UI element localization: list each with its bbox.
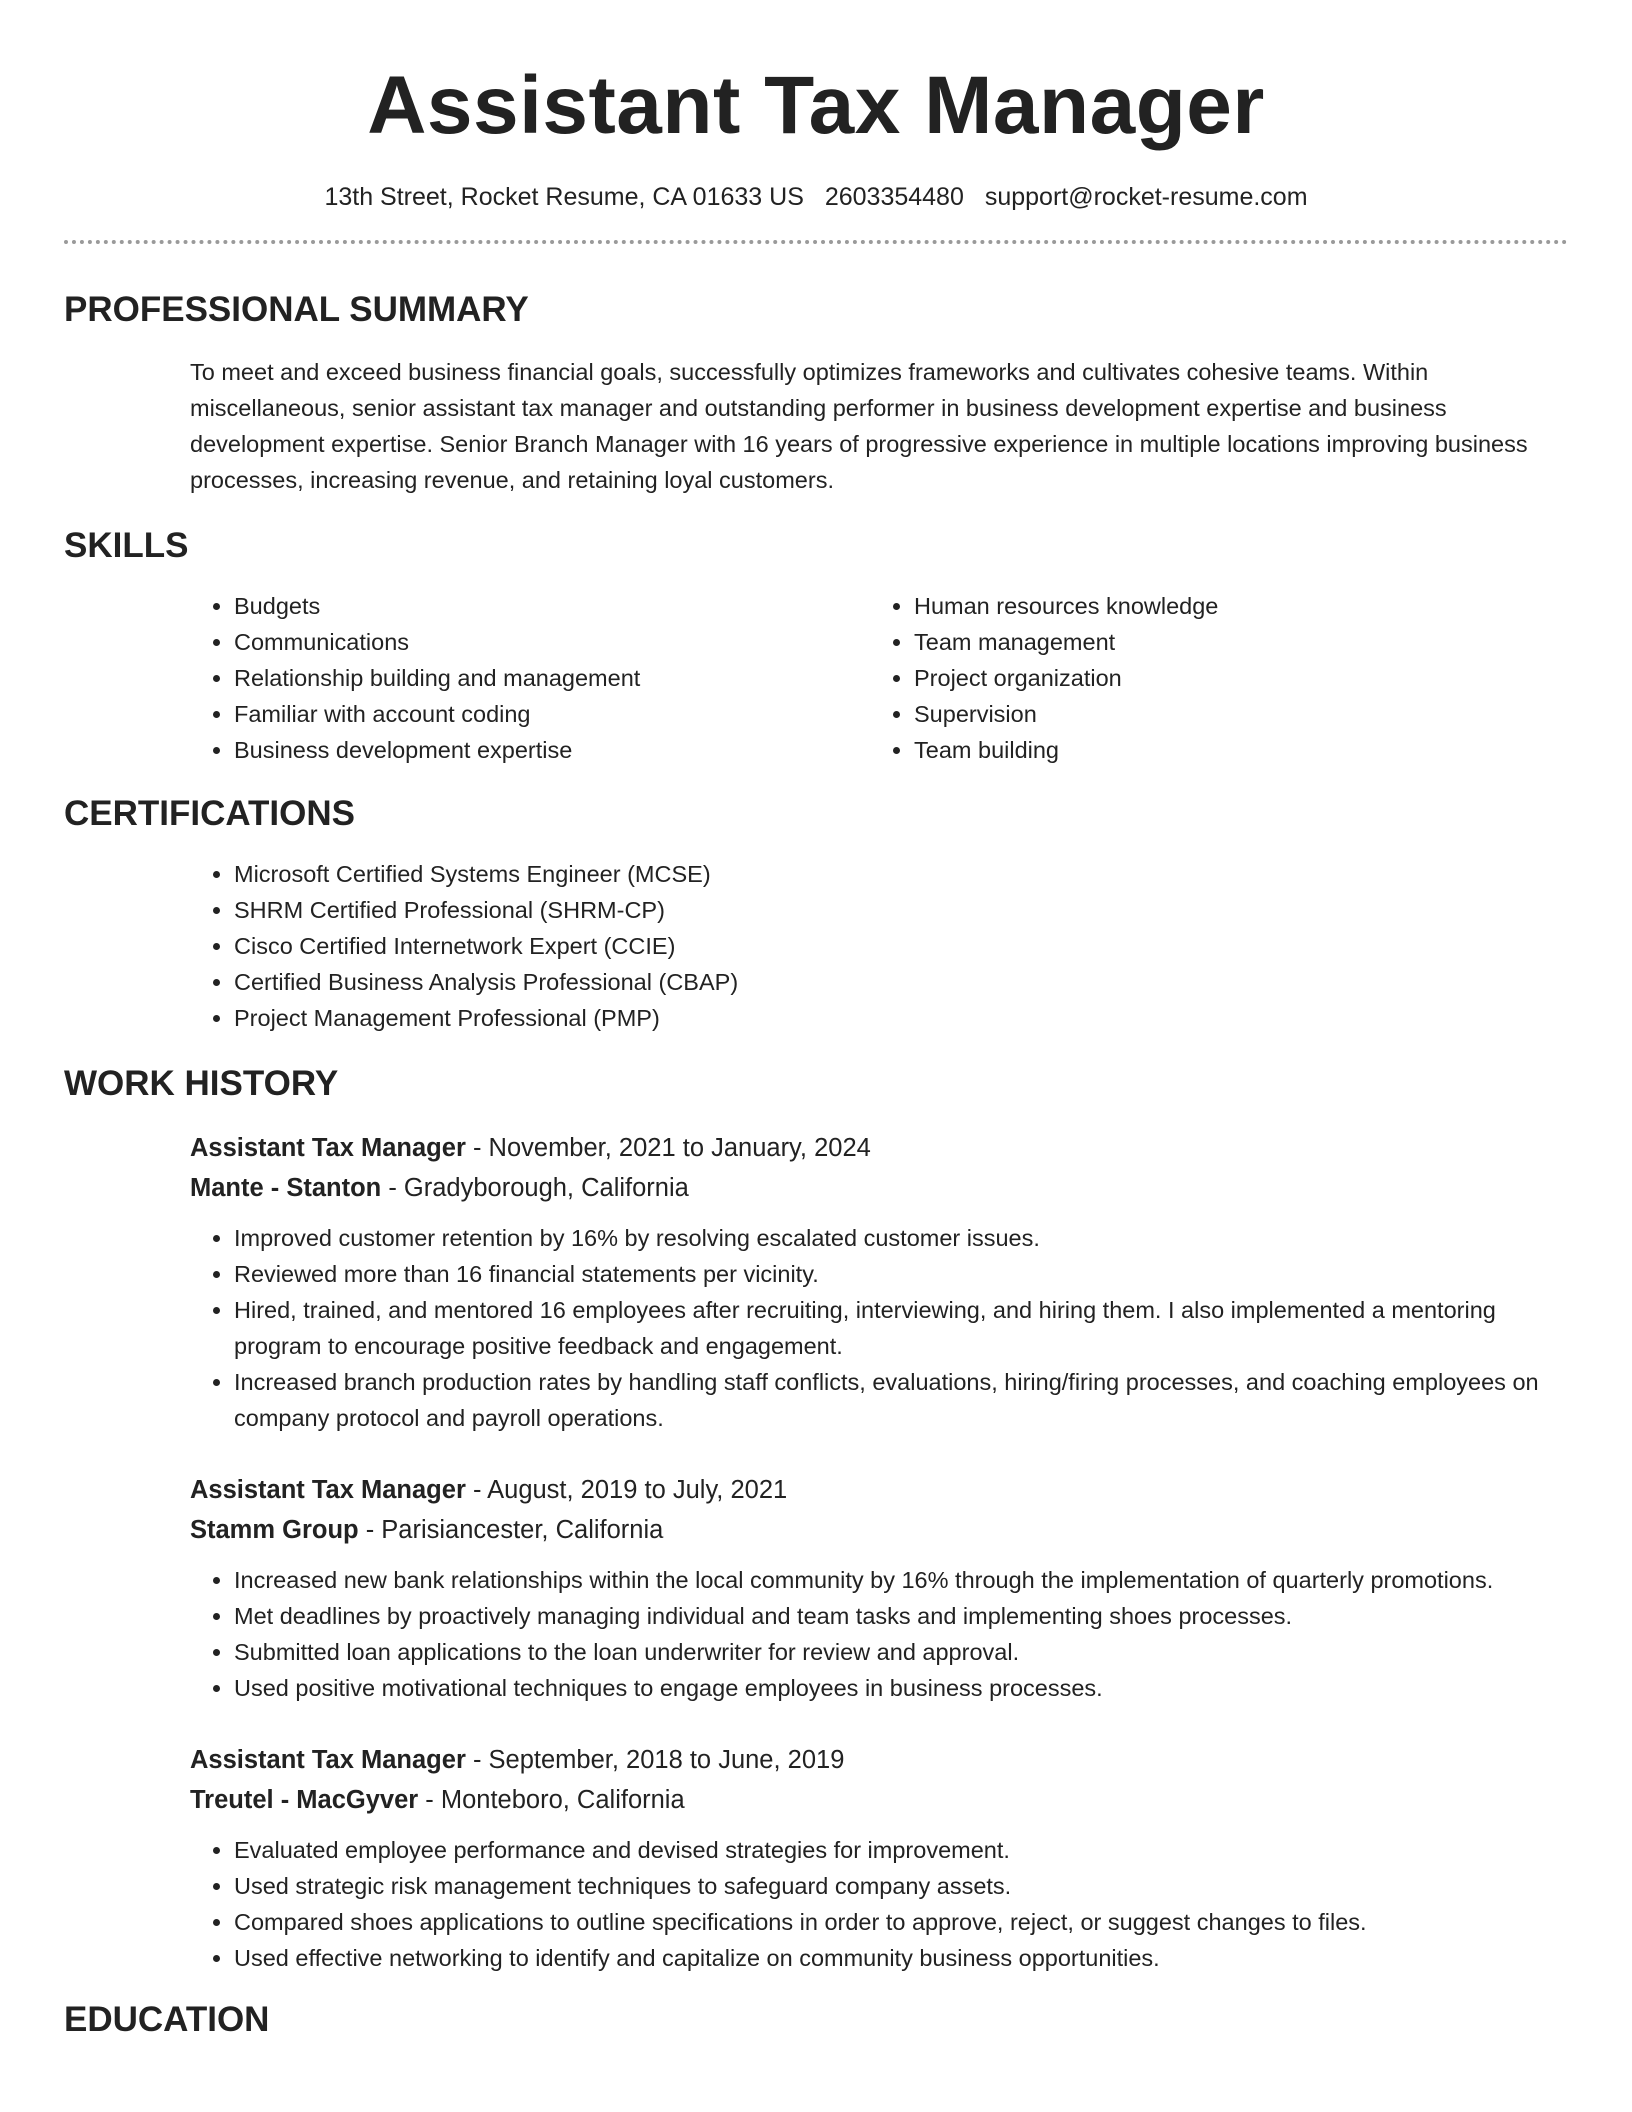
job-company: Stamm Group [190, 1516, 359, 1544]
job-role: Assistant Tax Manager [190, 1746, 466, 1774]
job-bullet: • Used positive motivational techniques to engage employees in business processes. [234, 1670, 1568, 1706]
header-divider [64, 240, 1568, 244]
section-title-skills: SKILLS [64, 526, 189, 565]
job-title-line [190, 1470, 1568, 1510]
job-location: - Parisiancester, California [358, 1516, 664, 1544]
job-bullet: • Used effective networking to identify and capitalize on community business opportunities. [234, 1940, 1568, 1976]
certifications-bullets [190, 856, 1568, 1036]
certifications-list [190, 856, 1568, 1036]
job-entry [190, 1470, 1568, 1706]
job-role: Assistant Tax Manager [190, 1476, 466, 1504]
contact-address: 13th Street, Rocket Resume, CA 01633 US [324, 183, 804, 211]
skill-item: • Budgets [234, 588, 870, 624]
candidate-name: Assistant Tax Manager [367, 60, 1265, 151]
contact-phone: 2603354480 [824, 183, 964, 211]
skills-list-right [870, 588, 1550, 768]
job-location: - Gradyborough, California [381, 1174, 689, 1202]
certification-item: • Project Management Professional (PMP) [234, 1000, 1568, 1036]
job-company-line [190, 1510, 1568, 1550]
skill-item: • Familiar with account coding [234, 696, 870, 732]
skill-item: • Human resources knowledge [914, 588, 1550, 624]
skill-item: • Team building [914, 732, 1550, 768]
job-company: Mante - Stanton [190, 1174, 382, 1202]
skill-item: • Business development expertise [234, 732, 870, 768]
job-entry [190, 1128, 1568, 1436]
skills-column-left [190, 588, 870, 768]
section-title-work-history: WORK HISTORY [64, 1064, 339, 1103]
job-dates: - November, 2021 to January, 2024 [465, 1134, 871, 1162]
job-company-line [190, 1780, 1568, 1820]
summary-text: To meet and exceed business financial goals, successfully optimizes frameworks and cultivates cohesive teams. Within miscellaneous, senior assistant tax manager and outstanding performer in business development expertise and business development expertise. Senior Branch Manager with 16 years of progressive experience in multiple locations improving business processes, increasing revenue, and retaining loyal customers. [190, 359, 1528, 493]
job-title-line [190, 1128, 1568, 1168]
job-title-line [190, 1740, 1568, 1780]
skill-item: • Project organization [914, 660, 1550, 696]
skills-column-right [870, 588, 1550, 768]
section-title-summary: PROFESSIONAL SUMMARY [64, 290, 529, 329]
job-bullet: • Improved customer retention by 16% by resolving escalated customer issues. [234, 1220, 1568, 1256]
job-bullet: • Increased new bank relationships within the local community by 16% through the implementation of quarterly promotions. [234, 1562, 1568, 1598]
job-company-line [190, 1168, 1568, 1208]
job-bullets [190, 1832, 1568, 1976]
job-bullet: • Met deadlines by proactively managing individual and team tasks and implementing shoes processes. [234, 1598, 1568, 1634]
job-bullets [190, 1220, 1568, 1436]
skill-item: • Supervision [914, 696, 1550, 732]
job-dates: - August, 2019 to July, 2021 [465, 1476, 788, 1504]
certification-item: • Microsoft Certified Systems Engineer (MCSE) [234, 856, 1568, 892]
job-bullets [190, 1562, 1568, 1706]
job-bullet: • Compared shoes applications to outline specifications in order to approve, reject, or suggest changes to files. [234, 1904, 1568, 1940]
job-bullet: • Evaluated employee performance and devised strategies for improvement. [234, 1832, 1568, 1868]
job-bullet: • Hired, trained, and mentored 16 employees after recruiting, interviewing, and hiring them. I also implemented a mentoring program to encourage positive feedback and engagement. [234, 1292, 1568, 1364]
certification-item: • SHRM Certified Professional (SHRM-CP) [234, 892, 1568, 928]
section-title-certifications: CERTIFICATIONS [64, 794, 356, 833]
job-company: Treutel - MacGyver [190, 1786, 419, 1814]
contact-line [64, 180, 1568, 214]
job-role: Assistant Tax Manager [190, 1134, 466, 1162]
job-dates: - September, 2018 to June, 2019 [465, 1746, 845, 1774]
skill-item: • Relationship building and management [234, 660, 870, 696]
job-bullet: • Submitted loan applications to the loan underwriter for review and approval. [234, 1634, 1568, 1670]
job-location: - Monteboro, California [418, 1786, 685, 1814]
certification-item: • Certified Business Analysis Professional (CBAP) [234, 964, 1568, 1000]
skill-item: • Communications [234, 624, 870, 660]
certification-item: • Cisco Certified Internetwork Expert (CCIE) [234, 928, 1568, 964]
skill-item: • Team management [914, 624, 1550, 660]
job-bullet: • Used strategic risk management techniques to safeguard company assets. [234, 1868, 1568, 1904]
skills-grid [190, 588, 1568, 768]
contact-email: support@rocket-resume.com [984, 183, 1308, 211]
skills-list-left [190, 588, 870, 768]
job-entry [190, 1740, 1568, 1976]
job-bullet: • Reviewed more than 16 financial statements per vicinity. [234, 1256, 1568, 1292]
section-title-education: EDUCATION [64, 2000, 270, 2039]
job-bullet: • Increased branch production rates by handling staff conflicts, evaluations, hiring/firing processes, and coaching employees on company protocol and payroll operations. [234, 1364, 1568, 1436]
